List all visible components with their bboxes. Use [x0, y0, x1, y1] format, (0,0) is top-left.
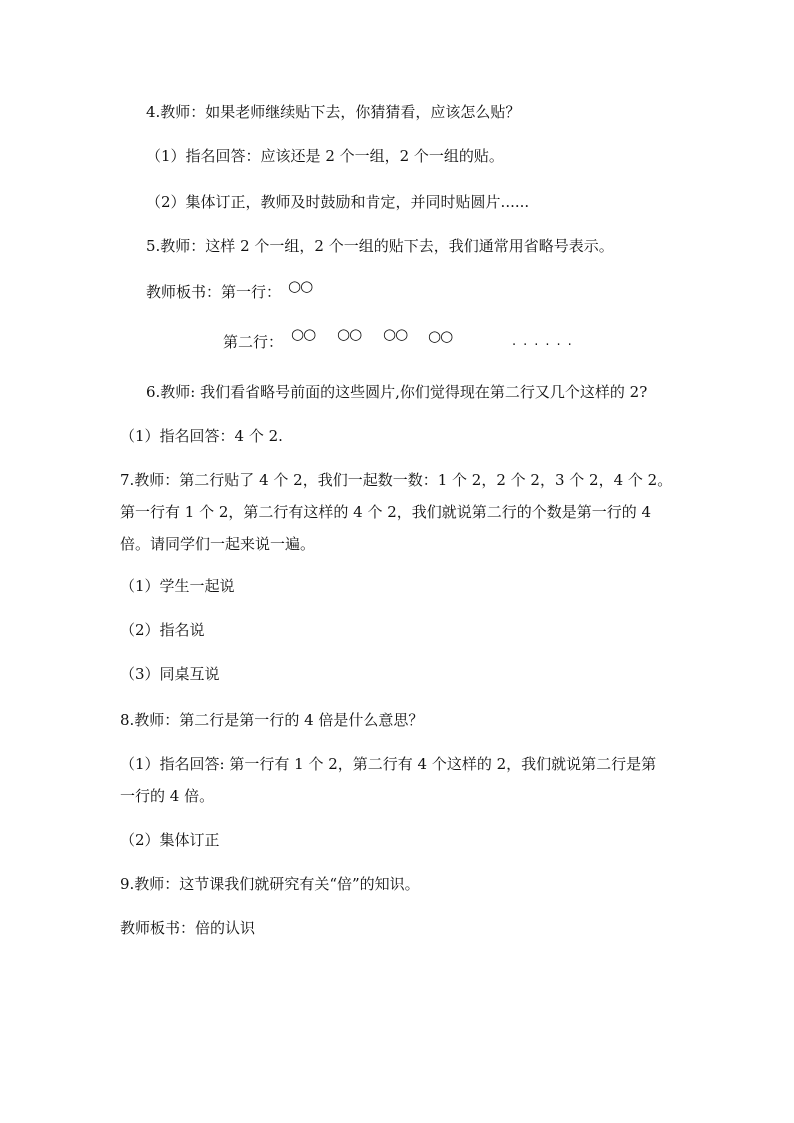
- paragraph-4-answer: （1）指名回答：应该还是 2 个一组，2 个一组的贴。: [146, 147, 504, 165]
- paragraph-7-line1: 7.教师：第二行贴了 4 个 2，我们一起数一数：1 个 2，2 个 2，3 个 2，4 个 2。: [120, 471, 673, 489]
- paragraph-4-correction: （2）集体订正，教师及时鼓励和肯定，并同时贴圆片......: [146, 193, 530, 211]
- paragraph-6-answer: （1）指名回答：4 个 2.: [120, 427, 283, 445]
- row2-circle-group: ○○: [428, 327, 453, 345]
- paragraph-4: 4.教师：如果老师继续贴下去，你猜猜看，应该怎么贴？: [146, 103, 521, 121]
- paragraph-7-item2: （2）指名说: [120, 621, 205, 639]
- paragraph-8-answer-line1: （1）指名回答: 第一行有 1 个 2，第二行有 4 个这样的 2，我们就说第二行是第: [120, 755, 657, 773]
- paragraph-8-answer-line2: 一行的 4 倍。: [120, 787, 215, 805]
- row2-circle-group: ○○: [383, 325, 408, 343]
- board-row1-label: 教师板书：第一行：: [146, 283, 282, 301]
- paragraph-7-line2: 第一行有 1 个 2，第二行有这样的 4 个 2，我们就说第二行的个数是第一行的 4: [120, 503, 652, 521]
- paragraph-9: 9.教师：这节课我们就研究有关“倍”的知识。: [120, 875, 420, 893]
- paragraph-5: 5.教师：这样 2 个一组，2 个一组的贴下去，我们通常用省略号表示。: [146, 237, 614, 255]
- row2-circle-group: ○○: [291, 325, 316, 343]
- board-title: 教师板书：倍的认识: [120, 919, 256, 937]
- ellipsis: ......: [512, 334, 579, 349]
- paragraph-8-correction: （2）集体订正: [120, 831, 220, 849]
- paragraph-7-item1: （1）学生一起说: [120, 577, 235, 595]
- board-row2-label: 第二行：: [223, 333, 284, 351]
- row2-circle-group: ○○: [337, 325, 362, 343]
- paragraph-7-line3: 倍。请同学们一起来说一遍。: [120, 535, 316, 553]
- paragraph-7-item3: （3）同桌互说: [120, 665, 220, 683]
- row1-circles: ○○: [288, 277, 313, 295]
- paragraph-8: 8.教师：第二行是第一行的 4 倍是什么意思？: [120, 711, 424, 729]
- paragraph-6: 6.教师: 我们看省略号前面的这些圆片,你们觉得现在第二行又几个这样的 2?: [146, 383, 648, 401]
